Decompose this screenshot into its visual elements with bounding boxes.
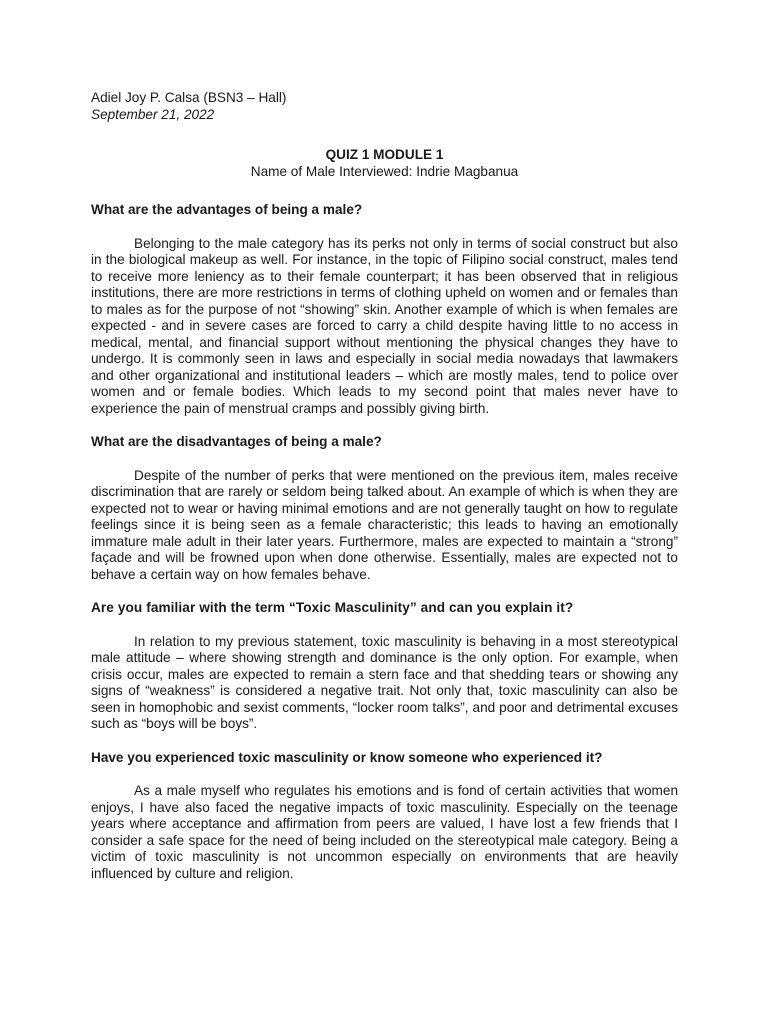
interviewee-name: Name of Male Interviewed: Indrie Magbanua xyxy=(250,163,519,179)
author-name: Adiel Joy P. Calsa (BSN3 – Hall) xyxy=(91,90,287,105)
answer-advantages: Belonging to the male category has its perks not only in terms of social construct but also in the biological makeup as well. For instance, in the topic of Filipino social construct, males tend to receive more leniency as to their female counterpart; it has been observed that in religious institutions, there are more restrictions in terms of clothing upheld on women and or females than to males as for the purpose of not “showing” skin. Another example of which is when females are expected - and in severe cases are forced to carry a child despite having little to no access in medical, mental, and financial support without mentioning the physical changes they have to undergo. It is commonly seen in laws and especially in social media nowadays that lawmakers and other organizational and institutional leaders – which are mostly males, tend to police over women and or female bodies. Which leads to my second point that males never have to experience the pain of menstrual cramps and possibly giving birth. xyxy=(91,235,678,416)
question-advantages: What are the advantages of being a male? xyxy=(91,202,363,217)
question-disadvantages: What are the disadvantages of being a male? xyxy=(91,434,382,449)
document-date: September 21, 2022 xyxy=(91,106,215,122)
answer-toxic-masculinity: In relation to my previous statement, toxic masculinity is behaving in a most stereotypical male attitude – where showing strength and dominance is the only option. For example, when crisis occur, males are expected to remain a stern face and that shedding tears or showing any signs of “weakness” is considered a negative trait. Not only that, toxic masculinity can also be seen in homophobic and sexist comments, “locker room talks”, and poor and detrimental excuses such as “boys will be boys”. xyxy=(91,633,678,731)
document-page xyxy=(91,90,678,882)
question-experience: Have you experienced toxic masculinity or know someone who experienced it? xyxy=(91,749,603,765)
question-toxic-masculinity: Are you familiar with the term “Toxic Masculinity” and can you explain it? xyxy=(91,600,574,615)
answer-disadvantages: Despite of the number of perks that were mentioned on the previous item, males receive discrimination that are rarely or seldom being talked about. An example of which is when they are expected not to wear or having minimal emotions and are not generally taught on how to regulate feelings since it is being seen as a female characteristic; this leads to having an emotionally immature male adult in their later years. Furthermore, males are expected to maintain a “strong” façade and will be frowned upon when done otherwise. Essentially, males are expected not to behave a certain way on how females behave. xyxy=(91,467,678,582)
answer-experience: As a male myself who regulates his emotions and is fond of certain activities that women enjoys, I have also faced the negative impacts of toxic masculinity. Especially on the teenage years where acceptance and affirmation from peers are valued, I have lost a few friends that I consider a safe space for the need of being included on the stereotypical male category. Being a victim of toxic masculinity is not uncommon especially on environments that are heavily influenced by culture and religion. xyxy=(91,783,678,881)
quiz-title: QUIZ 1 MODULE 1 xyxy=(325,147,444,162)
